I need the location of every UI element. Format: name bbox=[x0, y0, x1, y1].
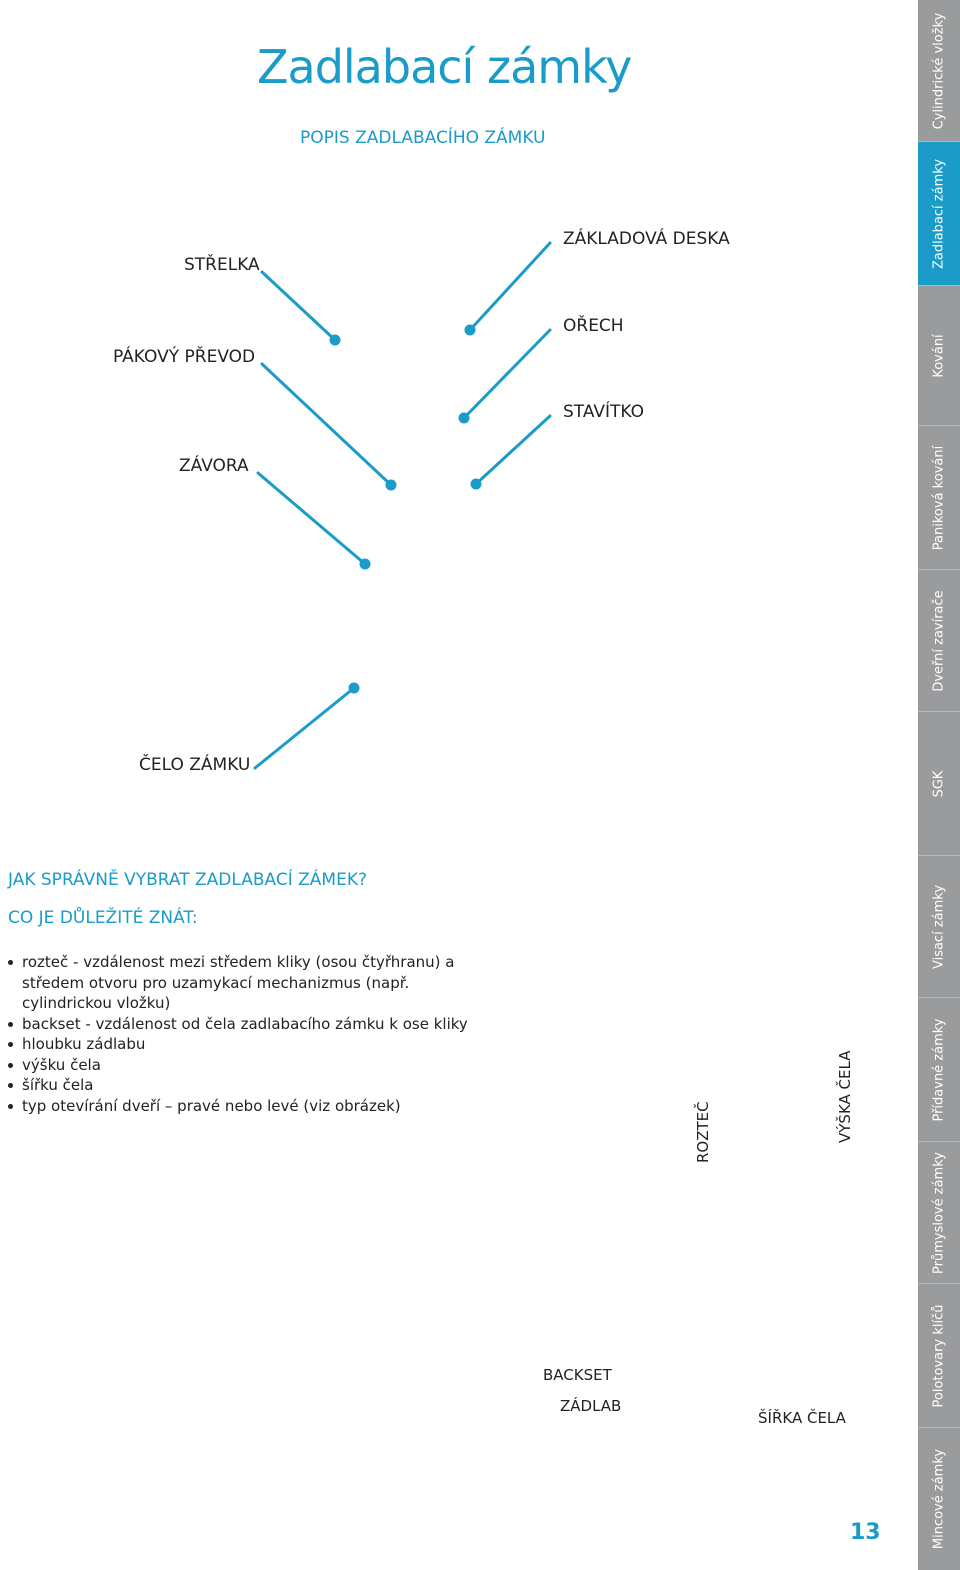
bullet-list bbox=[8, 952, 468, 1116]
leader-dot-stavitko bbox=[472, 480, 480, 488]
tab-label: SGK bbox=[931, 770, 947, 797]
dim-label-vyska-cela: VÝŠKA ČELA bbox=[836, 1050, 854, 1143]
tab-cylindricke-vlozky[interactable] bbox=[918, 0, 960, 142]
leader-line-pakovy-prevod bbox=[262, 364, 391, 485]
label-celo-zamku: ČELO ZÁMKU bbox=[139, 755, 251, 775]
list-item: hloubku zádlabu bbox=[8, 1034, 468, 1055]
page-subtitle: POPIS ZADLABACÍHO ZÁMKU bbox=[300, 128, 546, 148]
list-item: rozteč - vzdálenost mezi středem kliky (osou čtyřhranu) a středem otvoru pro uzamykací mechanizmus (např. cylindrickou vložku) bbox=[8, 952, 468, 1014]
page-title: Zadlabací zámky bbox=[257, 40, 632, 94]
label-zavora: ZÁVORA bbox=[179, 456, 249, 476]
leader-line-zakladova-deska bbox=[470, 243, 550, 330]
tab-label: Kování bbox=[931, 333, 947, 378]
label-zakladova-deska: ZÁKLADOVÁ DESKA bbox=[563, 229, 730, 249]
label-pakovy-prevod: PÁKOVÝ PŘEVOD bbox=[113, 347, 256, 367]
dim-label-backset: BACKSET bbox=[543, 1366, 612, 1384]
tab-prumyslove-zamky[interactable] bbox=[918, 1142, 960, 1284]
tab-panikova-kovani[interactable] bbox=[918, 426, 960, 570]
section-heading: CO JE DŮLEŽITÉ ZNÁT: bbox=[8, 908, 198, 928]
tab-polotovary-klicu[interactable] bbox=[918, 1284, 960, 1428]
leader-line-orech bbox=[464, 330, 550, 418]
section-question: JAK SPRÁVNĚ VYBRAT ZADLABACÍ ZÁMEK? bbox=[8, 870, 367, 890]
list-item: výšku čela bbox=[8, 1055, 468, 1076]
tab-label: Zadlabací zámky bbox=[931, 158, 947, 269]
tab-kovani[interactable] bbox=[918, 286, 960, 426]
section-sidebar bbox=[918, 0, 960, 1570]
tab-pridavne-zamky[interactable] bbox=[918, 998, 960, 1142]
tab-visaci-zamky[interactable] bbox=[918, 856, 960, 998]
tab-label: Průmyslové zámky bbox=[931, 1151, 947, 1274]
leader-dot-zavora bbox=[361, 560, 369, 568]
tab-label: Přídavné zámky bbox=[931, 1017, 947, 1122]
list-item: typ otevírání dveří – pravé nebo levé (viz obrázek) bbox=[8, 1096, 468, 1117]
leader-line-stavitko bbox=[476, 416, 550, 484]
tab-zadlabaci-zamky[interactable] bbox=[918, 142, 960, 286]
dim-label-roztec: ROZTEČ bbox=[694, 1101, 712, 1163]
leader-line-celo-zamku bbox=[255, 688, 354, 768]
tab-dverni-zavirace[interactable] bbox=[918, 570, 960, 712]
tab-label: Visací zámky bbox=[931, 884, 947, 969]
dim-label-zadlab: ZÁDLAB bbox=[560, 1397, 622, 1415]
leader-line-zavora bbox=[258, 473, 365, 564]
label-stavitko: STAVÍTKO bbox=[563, 402, 645, 422]
dim-label-sirka-cela: ŠÍŘKA ČELA bbox=[758, 1409, 846, 1427]
tab-mincove-zamky[interactable] bbox=[918, 1428, 960, 1570]
tab-label: Paniková kování bbox=[931, 445, 947, 550]
label-strelka: STŘELKA bbox=[184, 255, 260, 275]
label-orech: OŘECH bbox=[563, 316, 624, 336]
leader-line-strelka bbox=[262, 272, 335, 340]
leader-dot-strelka bbox=[331, 336, 339, 344]
leader-dot-zakladova-deska bbox=[466, 326, 474, 334]
tab-label: Dveřní zavírače bbox=[931, 589, 947, 692]
list-item: šířku čela bbox=[8, 1075, 468, 1096]
tab-sgk[interactable] bbox=[918, 712, 960, 856]
page-number: 13 bbox=[850, 1520, 881, 1545]
list-item: backset - vzdálenost od čela zadlabacího zámku k ose kliky bbox=[8, 1014, 468, 1035]
leader-dot-pakovy-prevod bbox=[387, 481, 395, 489]
tab-label: Mincové zámky bbox=[931, 1448, 947, 1550]
leader-dot-celo-zamku bbox=[350, 684, 358, 692]
leader-dot-orech bbox=[460, 414, 468, 422]
tab-label: Cylindrické vložky bbox=[931, 12, 947, 129]
tab-label: Polotovary klíčů bbox=[931, 1304, 947, 1407]
